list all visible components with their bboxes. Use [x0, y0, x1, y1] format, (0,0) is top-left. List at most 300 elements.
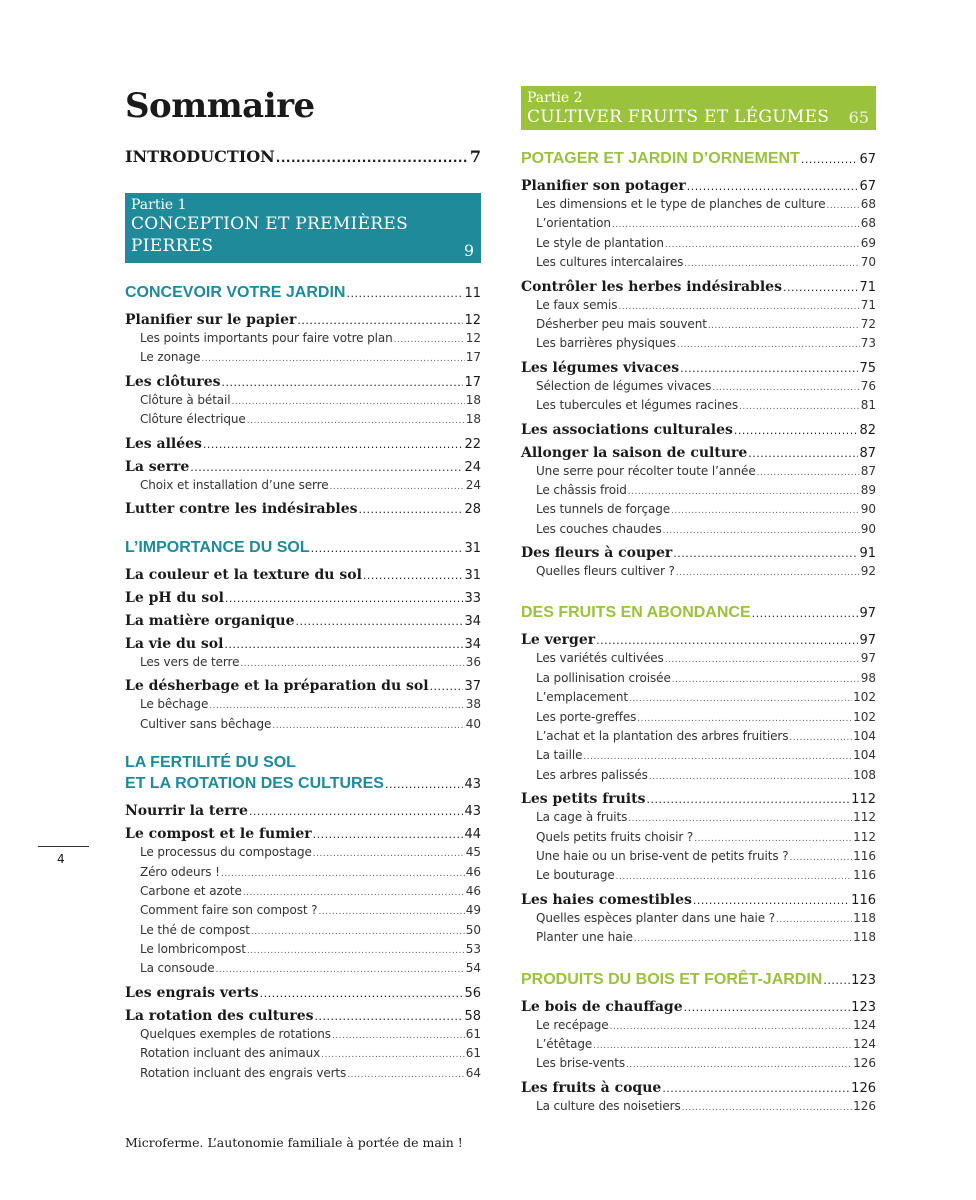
toc-subsection[interactable]: [125, 903, 481, 922]
leader-dots: [677, 340, 860, 350]
toc-subsection[interactable]: [521, 810, 876, 829]
entry-title: Comment faire son compost ?: [140, 903, 318, 918]
toc-section[interactable]: [125, 636, 481, 655]
leader-dots: [637, 714, 852, 724]
leader-dots: [321, 1050, 465, 1060]
entry-title: La matière organique: [125, 612, 295, 629]
entry-title: ET LA ROTATION DES CULTURES: [125, 775, 384, 793]
toc-subsection[interactable]: [521, 464, 876, 483]
leader-dots: [673, 547, 858, 560]
toc-subsection[interactable]: [125, 845, 481, 864]
entry-page: 108: [853, 767, 876, 782]
entry-page: 46: [465, 883, 481, 898]
leader-dots: [671, 506, 860, 516]
toc-chapter: [125, 754, 481, 799]
toc-subsection[interactable]: [125, 350, 481, 369]
part-1-banner[interactable]: [125, 193, 481, 263]
toc-chapter[interactable]: [125, 284, 481, 308]
entry-page: 28: [464, 501, 481, 517]
leader-dots: [663, 526, 860, 536]
leader-dots: [757, 468, 860, 478]
leader-dots: [676, 568, 860, 578]
toc-section[interactable]: [521, 892, 876, 911]
entry-page: 67: [859, 179, 876, 194]
toc-subsection[interactable]: [125, 942, 481, 961]
entry-title: POTAGER ET JARDIN D’ORNEMENT: [521, 150, 800, 167]
entry-page: 18: [465, 412, 481, 427]
entry-page: 12: [465, 331, 481, 345]
toc-subsection[interactable]: [521, 651, 876, 670]
toc-section[interactable]: [125, 1008, 481, 1027]
leader-dots: [801, 153, 859, 166]
entry-page: 97: [859, 606, 876, 622]
entry-page: 34: [464, 613, 481, 629]
leader-dots: [260, 987, 464, 1000]
entry-title: Quelles espèces planter dans une haie ?: [536, 910, 775, 925]
leader-dots: [739, 402, 860, 412]
toc-section[interactable]: [521, 422, 876, 441]
entry-page: 112: [853, 810, 876, 825]
leader-dots: [626, 1060, 852, 1070]
toc-section[interactable]: [521, 632, 876, 651]
entry-page: 124: [853, 1036, 876, 1051]
entry-title: Quelles fleurs cultiver ?: [536, 564, 675, 579]
entry-title: Le pH du sol: [125, 589, 224, 606]
toc-section[interactable]: [125, 803, 481, 822]
entry-title: Rotation incluant des animaux: [140, 1046, 321, 1061]
toc-subsection[interactable]: [521, 748, 876, 767]
leader-dots: [596, 634, 858, 647]
leader-dots: [665, 655, 860, 665]
entry-title: CONCEVOIR VOTRE JARDIN: [125, 284, 346, 301]
page-title: Sommaire: [125, 86, 315, 126]
entry-page: 71: [859, 279, 876, 295]
toc-subsection[interactable]: [125, 697, 481, 716]
leader-dots: [276, 151, 469, 165]
leader-dots: [712, 383, 859, 393]
toc-section[interactable]: [125, 312, 481, 331]
leader-dots: [708, 321, 860, 331]
part-2-page: 65: [848, 108, 869, 127]
leader-dots: [313, 828, 464, 841]
entry-page: 98: [860, 670, 876, 685]
entry-page: 116: [853, 848, 876, 863]
toc-section[interactable]: [125, 567, 481, 586]
leader-dots: [665, 240, 860, 250]
entry-page: 112: [853, 829, 876, 844]
entry-title: Les associations culturales: [521, 421, 733, 438]
leader-dots: [247, 946, 465, 956]
entry-page: 50: [465, 922, 481, 937]
toc-subsection[interactable]: [521, 483, 876, 502]
toc-subsection[interactable]: [521, 1018, 876, 1037]
toc-section[interactable]: [521, 360, 876, 379]
leader-dots: [347, 1070, 465, 1080]
entry-title: La vie du sol: [125, 635, 224, 652]
leader-dots: [224, 638, 463, 651]
entry-title: Clôture électrique: [140, 412, 246, 427]
leader-dots: [628, 814, 852, 824]
entry-page: 49: [465, 903, 481, 918]
entry-page: 24: [464, 459, 481, 475]
part-2-banner[interactable]: [521, 86, 876, 130]
entry-title: Les légumes vivaces: [521, 359, 680, 376]
leader-dots: [315, 1010, 464, 1023]
leader-dots: [693, 894, 850, 907]
entry-page: 126: [851, 1080, 876, 1096]
toc-section[interactable]: [521, 1080, 876, 1099]
toc-subsection[interactable]: [521, 564, 876, 583]
entry-title: La rotation des cultures: [125, 1007, 314, 1024]
entry-title: Le lombricompost: [140, 942, 246, 957]
entry-page: 102: [853, 709, 876, 724]
leader-dots: [394, 335, 465, 345]
leader-dots: [313, 849, 465, 859]
leader-dots: [646, 793, 850, 806]
entry-page: 112: [851, 792, 876, 808]
toc-section[interactable]: [521, 279, 876, 298]
leader-dots: [684, 1001, 851, 1014]
entry-page: 34: [464, 636, 481, 652]
entry-page: 97: [860, 651, 876, 666]
leader-dots: [672, 675, 860, 685]
entry-page: 33: [464, 590, 481, 606]
toc-left-column: [125, 147, 481, 1085]
entry-page: 116: [851, 892, 876, 908]
entry-page: 17: [465, 350, 481, 365]
entry-title: Le châssis froid: [536, 482, 627, 497]
entry-title: La consoude: [140, 961, 215, 976]
toc-chapter[interactable]: [521, 971, 876, 995]
toc-subsection[interactable]: [125, 961, 481, 980]
entry-title: Le désherbage et la préparation du sol: [125, 678, 429, 695]
entry-page: 118: [853, 930, 876, 945]
entry-title: Les tubercules et légumes racines: [536, 398, 739, 413]
entry-page: 104: [853, 729, 876, 744]
toc-subsection[interactable]: [521, 690, 876, 709]
entry-page: 67: [859, 152, 876, 167]
toc-subsection[interactable]: [521, 255, 876, 274]
entry-page: 81: [860, 398, 876, 413]
toc-chapter[interactable]: [125, 539, 481, 563]
toc-subsection[interactable]: [125, 412, 481, 431]
toc-chapter-row[interactable]: [125, 775, 481, 799]
toc-section[interactable]: [125, 985, 481, 1004]
entry-title: Les allées: [125, 435, 202, 452]
toc-subsection[interactable]: [125, 478, 481, 497]
entry-title: Le compost et le fumier: [125, 826, 312, 843]
toc-subsection[interactable]: [521, 336, 876, 355]
entry-page: 90: [860, 502, 876, 517]
running-footer: Microferme. L’autonomie familiale à portée de main !: [125, 1135, 463, 1150]
entry-title: La couleur et la texture du sol: [125, 566, 362, 583]
introduction-label: INTRODUCTION: [125, 147, 275, 166]
entry-page: 75: [859, 360, 876, 376]
entry-title: Une haie ou un brise-vent de petits fruits ?: [536, 848, 789, 863]
toc-subsection[interactable]: [125, 717, 481, 736]
entry-title: Les clôtures: [125, 373, 221, 390]
toc-section[interactable]: [125, 459, 481, 478]
part-1-chapters: [125, 284, 481, 1085]
leader-dots: [649, 772, 852, 782]
leader-dots: [251, 927, 465, 937]
entry-page: 38: [465, 697, 481, 712]
leader-dots: [249, 805, 464, 818]
toc-section[interactable]: [125, 436, 481, 455]
entry-title: Le bouturage: [536, 868, 615, 883]
entry-page: 64: [465, 1065, 481, 1080]
entry-title: Rotation incluant des engrais verts: [140, 1065, 347, 1080]
toc-subsection[interactable]: [521, 729, 876, 748]
leader-dots: [359, 503, 464, 516]
entry-title: Les brise-vents: [536, 1056, 625, 1071]
toc-introduction[interactable]: [125, 147, 481, 173]
toc-section[interactable]: [125, 826, 481, 845]
entry-page: 24: [465, 477, 481, 492]
entry-title: Planter une haie: [536, 930, 633, 945]
part-2-label: Partie 2: [527, 90, 583, 106]
toc-subsection[interactable]: [521, 298, 876, 317]
toc-section[interactable]: [125, 678, 481, 697]
leader-dots: [222, 376, 464, 389]
entry-page: 31: [464, 567, 481, 583]
leader-dots: [247, 416, 465, 426]
entry-page: 37: [464, 679, 481, 695]
entry-title: Sélection de légumes vivaces: [536, 378, 712, 393]
toc-subsection[interactable]: [521, 830, 876, 849]
entry-page: 53: [465, 942, 481, 957]
leader-dots: [734, 424, 859, 437]
entry-page: 36: [465, 654, 481, 669]
leader-dots: [662, 1082, 850, 1095]
entry-title: Contrôler les herbes indésirables: [521, 278, 782, 295]
leader-dots: [232, 397, 465, 407]
entry-title: Les variétés cultivées: [536, 651, 664, 666]
page-number: 4: [57, 852, 65, 866]
toc-subsection[interactable]: [521, 849, 876, 868]
leader-dots: [430, 680, 464, 693]
entry-page: 12: [464, 313, 481, 328]
toc-subsection[interactable]: [521, 379, 876, 398]
toc-subsection[interactable]: [125, 884, 481, 903]
leader-dots: [618, 302, 859, 312]
entry-page: 18: [465, 392, 481, 407]
toc-subsection[interactable]: [125, 331, 481, 350]
entry-page: 43: [464, 777, 481, 793]
toc-subsection[interactable]: [125, 923, 481, 942]
entry-page: 116: [853, 868, 876, 883]
leader-dots: [203, 438, 464, 451]
entry-title: La serre: [125, 458, 190, 475]
entry-title: PRODUITS DU BOIS ET FORÊT-JARDIN: [521, 970, 823, 988]
entry-page: 54: [465, 961, 481, 976]
toc-subsection[interactable]: [521, 1037, 876, 1056]
entry-title: DES FRUITS EN ABONDANCE: [521, 604, 751, 622]
toc-section[interactable]: [125, 590, 481, 609]
entry-title: Lutter contre les indésirables: [125, 500, 358, 517]
entry-title: Une serre pour récolter toute l’année: [536, 463, 756, 478]
leader-dots: [295, 615, 463, 628]
entry-page: 126: [853, 1056, 876, 1071]
entry-title: Allonger la saison de culture: [521, 444, 748, 461]
leader-dots: [612, 220, 860, 230]
entry-title: Le style de plantation: [536, 235, 664, 250]
toc-chapter[interactable]: [521, 604, 876, 628]
entry-title: Le verger: [521, 632, 596, 649]
leader-dots: [682, 1103, 852, 1113]
toc-subsection[interactable]: [521, 522, 876, 541]
toc-subsection[interactable]: [125, 865, 481, 884]
part-1-page: 9: [463, 241, 474, 260]
toc-subsection[interactable]: [521, 502, 876, 521]
entry-title: Les petits fruits: [521, 791, 646, 808]
toc-subsection[interactable]: [125, 1066, 481, 1085]
toc-subsection[interactable]: [125, 393, 481, 412]
part-1-title-line-1: CONCEPTION ET PREMIÈRES: [131, 214, 409, 234]
entry-page: 76: [860, 378, 876, 393]
entry-title: Les barrières physiques: [536, 336, 676, 351]
entry-title: L’étêtage: [536, 1036, 593, 1051]
entry-page: 87: [859, 445, 876, 461]
entry-page: 73: [860, 336, 876, 351]
entry-page: 90: [860, 521, 876, 536]
entry-page: 89: [860, 482, 876, 497]
toc-subsection[interactable]: [521, 671, 876, 690]
entry-page: 126: [853, 1098, 876, 1113]
toc-subsection[interactable]: [125, 1027, 481, 1046]
page-number-rule: [38, 846, 89, 847]
leader-dots: [629, 694, 852, 704]
entry-page: 124: [853, 1017, 876, 1032]
toc-section[interactable]: [521, 545, 876, 564]
toc-subsection[interactable]: [521, 216, 876, 235]
toc-subsection[interactable]: [521, 398, 876, 417]
toc-subsection[interactable]: [125, 655, 481, 674]
entry-page: 22: [464, 436, 481, 452]
leader-dots: [209, 701, 464, 711]
entry-page: 123: [851, 972, 876, 988]
entry-title: L’orientation: [536, 216, 611, 231]
toc-subsection[interactable]: [521, 1056, 876, 1075]
leader-dots: [385, 778, 464, 791]
toc-section[interactable]: [521, 999, 876, 1018]
entry-title: Les fruits à coque: [521, 1079, 662, 1096]
leader-dots: [610, 1022, 853, 1032]
entry-title: Les engrais verts: [125, 984, 259, 1001]
entry-page: 11: [464, 286, 481, 301]
toc-subsection[interactable]: [521, 236, 876, 255]
leader-dots: [243, 888, 465, 898]
part-1-label: Partie 1: [131, 197, 187, 213]
toc-subsection[interactable]: [521, 317, 876, 336]
entry-title: Quelques exemples de rotations: [140, 1026, 331, 1041]
entry-page: 40: [465, 716, 481, 731]
toc-section[interactable]: [521, 791, 876, 810]
entry-page: 82: [859, 422, 876, 438]
entry-title: Les haies comestibles: [521, 891, 692, 908]
leader-dots: [240, 659, 464, 669]
entry-title: Clôture à bétail: [140, 392, 231, 407]
leader-dots: [789, 853, 852, 863]
leader-dots: [332, 1031, 465, 1041]
entry-title: Choix et installation d’une serre: [140, 477, 329, 492]
entry-page: 92: [860, 564, 876, 579]
part-2-title: CULTIVER FRUITS ET LÉGUMES: [527, 107, 830, 127]
leader-dots: [628, 487, 860, 497]
toc-subsection[interactable]: [521, 930, 876, 949]
entry-title: Les cultures intercalaires: [536, 255, 684, 270]
entry-page: 61: [465, 1026, 481, 1041]
entry-page: 71: [860, 297, 876, 312]
entry-page: 70: [860, 255, 876, 270]
toc-subsection[interactable]: [521, 197, 876, 216]
entry-title: La cage à fruits: [536, 810, 628, 825]
part-1-title-line-2: PIERRES: [131, 236, 214, 256]
entry-title: Le processus du compostage: [140, 845, 312, 860]
leader-dots: [684, 259, 859, 269]
entry-title: L’emplacement: [536, 690, 628, 705]
entry-page: 17: [464, 374, 481, 390]
leader-dots: [680, 362, 858, 375]
toc-subsection[interactable]: [521, 911, 876, 930]
entry-title: Les tunnels de forçage: [536, 502, 671, 517]
toc-subsection[interactable]: [521, 868, 876, 887]
toc-chapter[interactable]: [521, 150, 876, 174]
toc-section[interactable]: [521, 178, 876, 197]
introduction-page: 7: [469, 147, 481, 166]
leader-dots: [311, 542, 464, 555]
entry-page: 104: [853, 748, 876, 763]
toc-section[interactable]: [125, 613, 481, 632]
entry-page: 61: [465, 1046, 481, 1061]
entry-title: Les vers de terre: [140, 654, 240, 669]
leader-dots: [583, 752, 852, 762]
entry-title: Quels petits fruits choisir ?: [536, 829, 694, 844]
entry-title: Les arbres palissés: [536, 767, 648, 782]
entry-title: Nourrir la terre: [125, 803, 248, 820]
entry-page: 87: [860, 463, 876, 478]
entry-title: Le bois de chauffage: [521, 998, 683, 1015]
leader-dots: [827, 201, 860, 211]
entry-page: 97: [859, 633, 876, 649]
leader-dots: [318, 907, 464, 917]
toc-subsection[interactable]: [125, 1046, 481, 1065]
toc-subsection[interactable]: [521, 768, 876, 787]
toc-subsection[interactable]: [521, 710, 876, 729]
entry-title: Les couches chaudes: [536, 521, 662, 536]
leader-dots: [823, 974, 850, 987]
entry-title: Désherber peu mais souvent: [536, 316, 707, 331]
toc-section[interactable]: [125, 374, 481, 393]
leader-dots: [330, 482, 465, 492]
entry-title: Les porte-greffes: [536, 709, 637, 724]
entry-title: Planifier son potager: [521, 178, 686, 194]
part-2-chapters: [521, 150, 876, 1118]
leader-dots: [752, 607, 859, 620]
entry-title: Planifier sur le papier: [125, 312, 297, 328]
toc-section[interactable]: [521, 445, 876, 464]
entry-title: Le bêchage: [140, 697, 209, 712]
entry-page: 118: [853, 910, 876, 925]
toc-section[interactable]: [125, 501, 481, 520]
toc-subsection[interactable]: [521, 1099, 876, 1118]
leader-dots: [634, 934, 852, 944]
entry-title: L’IMPORTANCE DU SOL: [125, 538, 310, 556]
leader-dots: [221, 869, 465, 879]
entry-title: Cultiver sans bêchage: [140, 716, 272, 731]
entry-title: Le zonage: [140, 350, 201, 365]
entry-page: 43: [464, 804, 481, 820]
